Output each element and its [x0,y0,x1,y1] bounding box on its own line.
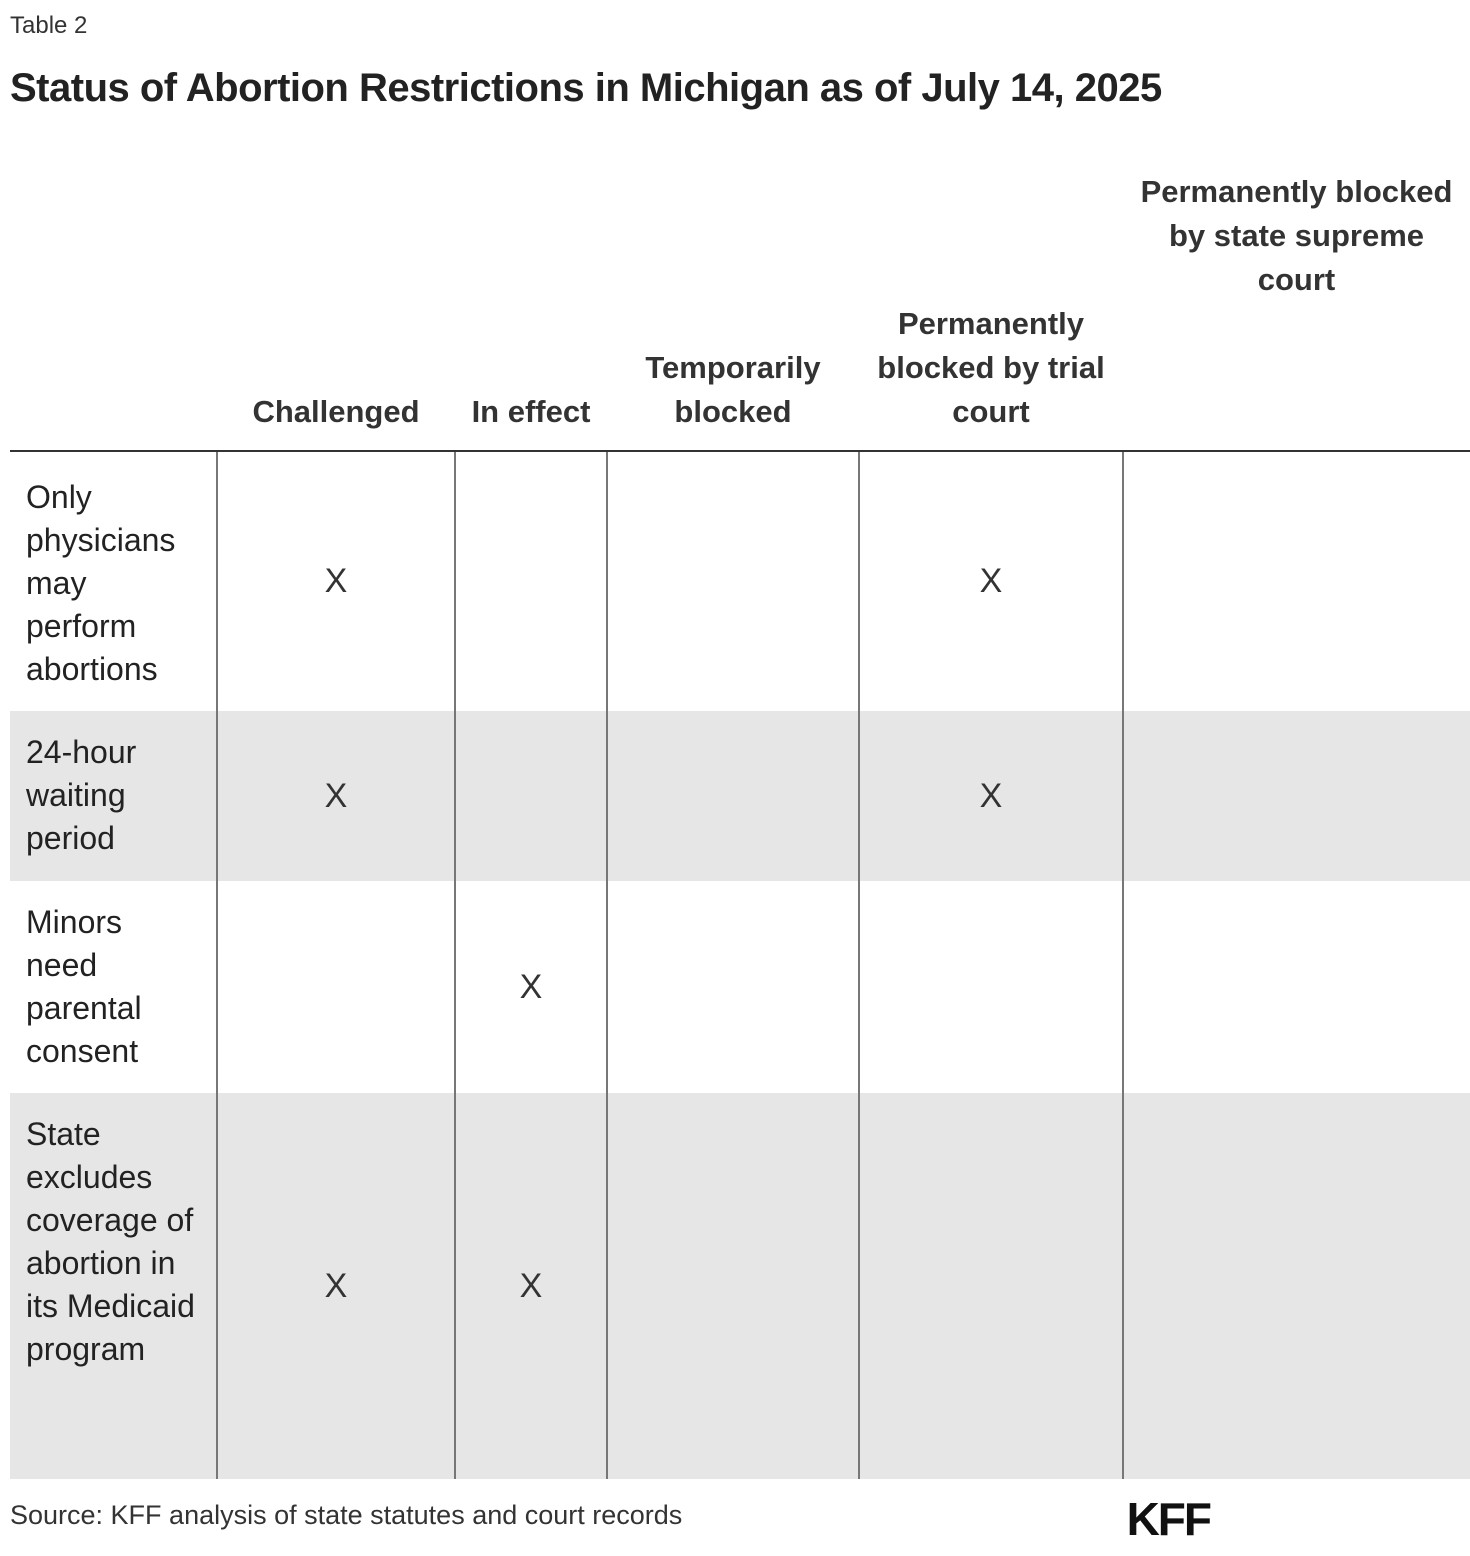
cell-permanently-blocked-supreme [1123,711,1470,881]
table-container [10,140,1453,1430]
column-header-permanently-blocked-supreme: Permanently blocked by state supreme court [1123,140,1470,451]
row-label: 24-hour waiting period [10,711,217,881]
cell-challenged [217,1093,455,1479]
row-label: Only physicians may perform abortions [26,479,176,687]
table-number: Table 2 [10,12,88,39]
cell-in-effect [455,451,607,711]
check-mark: X [519,1266,543,1305]
cell-in-effect [455,711,607,881]
table-row [10,881,1470,1093]
row-label: Minors need parental consent [26,904,142,1069]
header-row [10,140,1470,451]
kff-logo: KFF [1126,1493,1210,1545]
check-mark: X [979,562,1003,600]
column-header-restriction [10,140,217,451]
check-mark: X [324,1266,348,1305]
cell-temporarily-blocked [607,711,859,881]
cell-in-effect [455,881,607,1093]
cell-temporarily-blocked [607,1093,859,1479]
table-row [10,451,1470,711]
cell-permanently-blocked-supreme [1123,451,1470,711]
cell-challenged [217,881,455,1093]
table-row [10,1093,1470,1479]
check-mark: X [979,776,1003,815]
check-mark: X [324,562,348,600]
check-mark: X [324,776,348,815]
cell-challenged [217,711,455,881]
restrictions-table [10,140,1470,1479]
cell-permanently-blocked-trial [859,1093,1123,1479]
check-mark: X [519,967,543,1006]
cell-temporarily-blocked [607,881,859,1093]
cell-permanently-blocked-supreme [1123,1093,1470,1479]
column-header-permanently-blocked-trial: Permanently blocked by trial court [859,140,1123,451]
table-row [10,711,1470,881]
cell-in-effect [455,1093,607,1479]
cell-challenged [217,451,455,711]
source-note: Source: KFF analysis of state statutes and court records [10,1500,683,1530]
page-title: Status of Abortion Restrictions in Michigan as of July 14, 2025 [10,66,1162,110]
column-header-temporarily-blocked: Temporarily blocked [607,140,859,451]
row-label: State excludes coverage of abortion in its Medicaid program [10,1093,217,1479]
cell-permanently-blocked-trial [859,451,1123,711]
column-header-in-effect: In effect [455,140,607,451]
cell-permanently-blocked-trial [859,881,1123,1093]
column-header-challenged: Challenged [217,140,455,451]
cell-temporarily-blocked [607,451,859,711]
cell-permanently-blocked-trial [859,711,1123,881]
cell-permanently-blocked-supreme [1123,881,1470,1093]
